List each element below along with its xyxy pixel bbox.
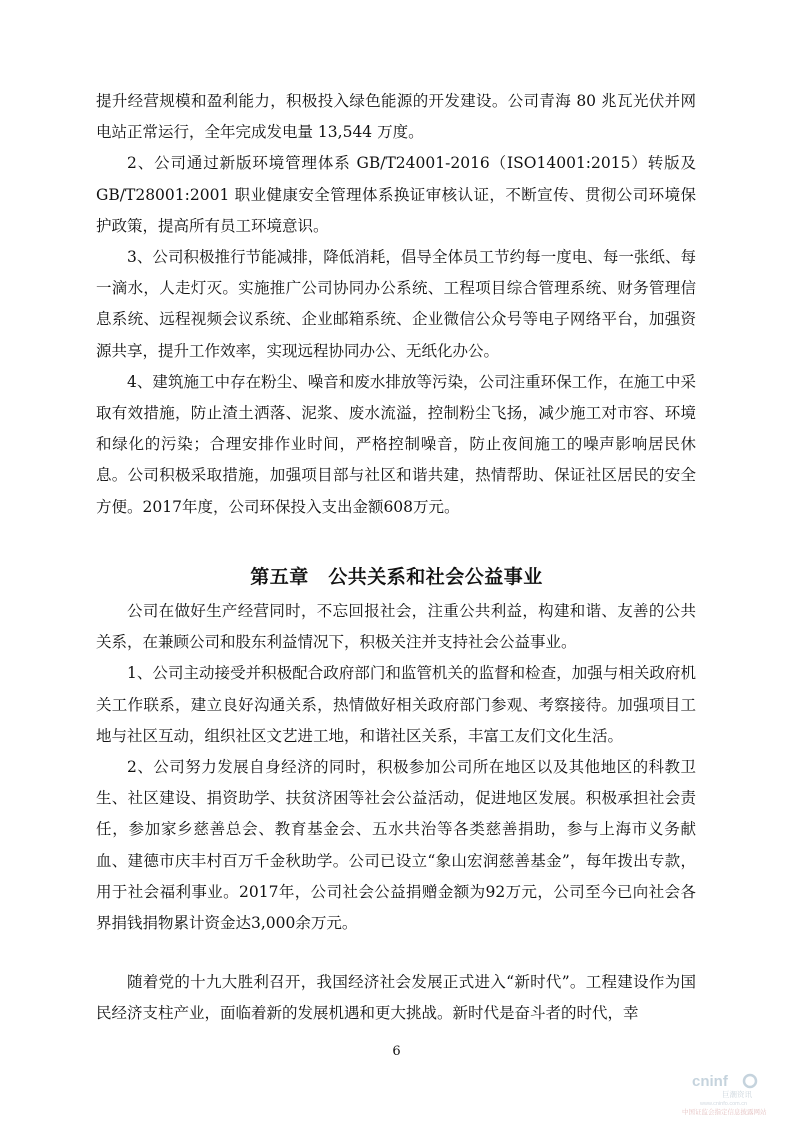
chapter-body [96, 596, 696, 939]
chapter-intro: 公司在做好生产经营同时，不忘回报社会，注重公共利益，构建和谐、友善的公共关系，在兼顾公司和股东利益情况下，积极关注并支持社会公益事业。 [96, 602, 696, 652]
page-number: 6 [392, 1044, 401, 1059]
chapter-item-1: 1、公司主动接受并积极配合政府部门和监管机关的监督和检查，加强与相关政府机关工作联系，建立良好沟通关系，热情做好相关政府部门参观、考察接待。加强项目工地与社区互动，组织社区文艺进工地，和谐社区关系，丰富工友们文化生活。 [96, 664, 696, 745]
closing-section [96, 967, 696, 1029]
chapter-title: 第五章 公共关系和社会公益事业 [250, 566, 543, 588]
chapter-item-2: 2、公司努力发展自身经济的同时，积极参加公司所在地区以及其他地区的科教卫生、社区建设、捐资助学、扶贫济困等社会公益活动，促进地区发展。积极承担社会责任，参加家乡慈善总会、教育基金会、五水共治等各类慈善捐助，参与上海市义务献血、建德市庆丰村百万千金秋助学。公司已设立“象山宏润慈善基金”，每年拨出专款，用于社会福利事业。2017年，公司社会公益捐赠金额为92万元，公司至今已向社会各界捐钱捐物累计资金达3,000余万元。 [96, 758, 696, 933]
paragraph-item-2: 2、公司通过新版环境管理体系 GB/T24001-2016（ISO14001:2015）转版及 GB/T28001:2001 职业健康安全管理体系换证审核认证，不断宣传、贯彻公司环境保护政策，提高所有员工环境意识。 [96, 154, 696, 235]
paragraph-continued: 提升经营规模和盈利能力，积极投入绿色能源的开发建设。公司青海 80 兆瓦光伏并网电站正常运行，全年完成发电量 13,544 万度。 [96, 92, 696, 142]
cninfo-watermark-logo [680, 1068, 775, 1116]
section-top [96, 86, 696, 523]
closing-paragraph: 随着党的十九大胜利召开，我国经济社会发展正式进入“新时代”。工程建设作为国民经济支柱产业，面临着新的发展机遇和更大挑战。新时代是奋斗者的时代，幸 [96, 973, 696, 1023]
svg-text:www.cninfo.com.cn: www.cninfo.com.cn [700, 1101, 748, 1107]
paragraph-item-4: 4、建筑施工中存在粉尘、噪音和废水排放等污染，公司注重环保工作，在施工中采取有效措施，防止渣土洒落、泥浆、废水流溢，控制粉尘飞扬，减少施工对市容、环境和绿化的污染；合理安排作业时间，严格控制噪音，防止夜间施工的噪声影响居民休息。公司积极采取措施，加强项目部与社区和谐共建，热情帮助、保证社区居民的安全方便。2017年度，公司环保投入支出金额608万元。 [96, 372, 696, 516]
svg-text:中国证监会指定信息披露网站: 中国证监会指定信息披露网站 [682, 1108, 767, 1116]
svg-text:巨潮资讯: 巨潮资讯 [722, 1090, 752, 1099]
svg-text:cninf: cninf [692, 1073, 728, 1090]
paragraph-item-3: 3、公司积极推行节能减排，降低消耗，倡导全体员工节约每一度电、每一张纸、每一滴水，人走灯灭。实施推广公司协同办公系统、工程项目综合管理系统、财务管理信息系统、远程视频会议系统、企业邮箱系统、企业微信公众号等电子网络平台，加强资源共享，提升工作效率，实现远程协同办公、无纸化办公。 [96, 248, 696, 360]
